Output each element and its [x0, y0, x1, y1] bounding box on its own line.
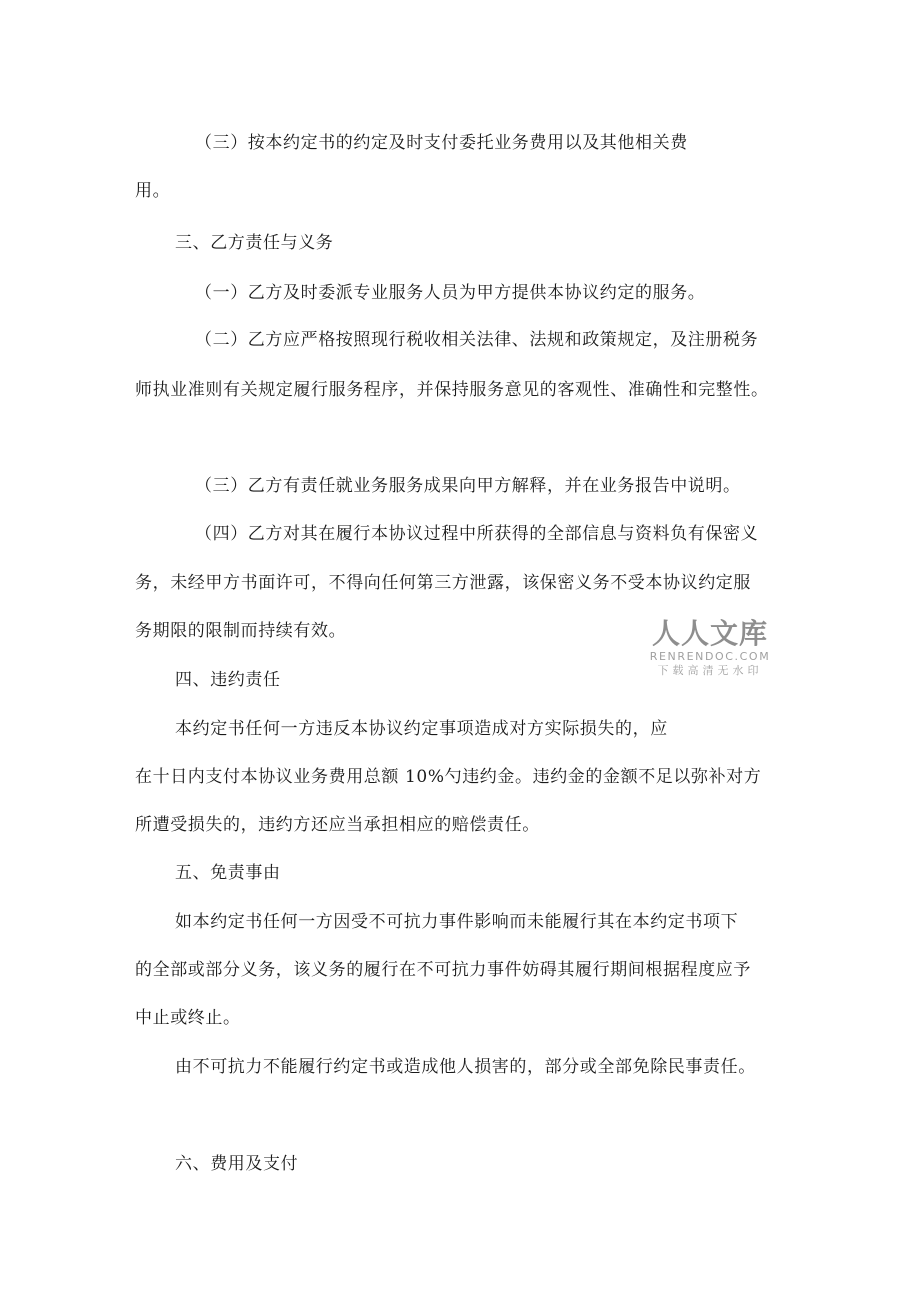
watermark-tagline: 下载高清无水印 [657, 664, 763, 677]
section-heading: 五、免责事由 [175, 863, 281, 883]
paragraph-line: 在十日内支付本协议业务费用总额 10%勺违约金。违约金的金额不足以弥补对方 [135, 767, 762, 787]
paragraph-line: 师执业准则有关规定履行服务程序，并保持服务意见的客观性、准确性和完整性。 [135, 380, 769, 400]
watermark-site: RENRENDOC.COM [649, 650, 771, 663]
paragraph-line: （四）乙方对其在履行本协议过程中所获得的全部信息与资料负有保密义 [195, 524, 759, 544]
paragraph-line: 用。 [135, 181, 171, 201]
paragraph-line: 中止或终止。 [135, 1008, 241, 1028]
paragraph-line: 由不可抗力不能履行约定书或造成他人损害的，部分或全部免除民事责任。 [175, 1057, 756, 1077]
section-heading: 四、违约责任 [175, 670, 281, 690]
watermark [640, 618, 780, 678]
paragraph-line: 如本约定书任何一方因受不可抗力事件影响而未能履行其在本约定书项下 [175, 912, 739, 932]
paragraph-line: 所遭受损失的，违约方还应当承担相应的赔偿责任。 [135, 815, 540, 835]
section-heading: 六、费用及支付 [175, 1154, 299, 1174]
paragraph-line: 本约定书任何一方违反本协议约定事项造成对方实际损失的，应 [175, 719, 668, 739]
paragraph-line: 的全部或部分义务，该义务的履行在不可抗力事件妨碍其履行期间根据程度应予 [135, 960, 751, 980]
paragraph-line: （三）按本约定书的约定及时支付委托业务费用以及其他相关费 [195, 133, 688, 153]
paragraph-line: 务，未经甲方书面许可，不得向任何第三方泄露，该保密义务不受本协议约定服 [135, 573, 751, 593]
paragraph-line: （二）乙方应严格按照现行税收相关法律、法规和政策规定，及注册税务 [195, 330, 759, 350]
paragraph-line: （一）乙方及时委派专业服务人员为甲方提供本协议约定的服务。 [195, 283, 706, 303]
paragraph-line: 务期限的限制而持续有效。 [135, 621, 347, 641]
section-heading: 三、乙方责任与义务 [175, 233, 334, 253]
paragraph-line: （三）乙方有责任就业务服务成果向甲方解释，并在业务报告中说明。 [195, 476, 741, 496]
watermark-title: 人人文库 [651, 617, 768, 650]
